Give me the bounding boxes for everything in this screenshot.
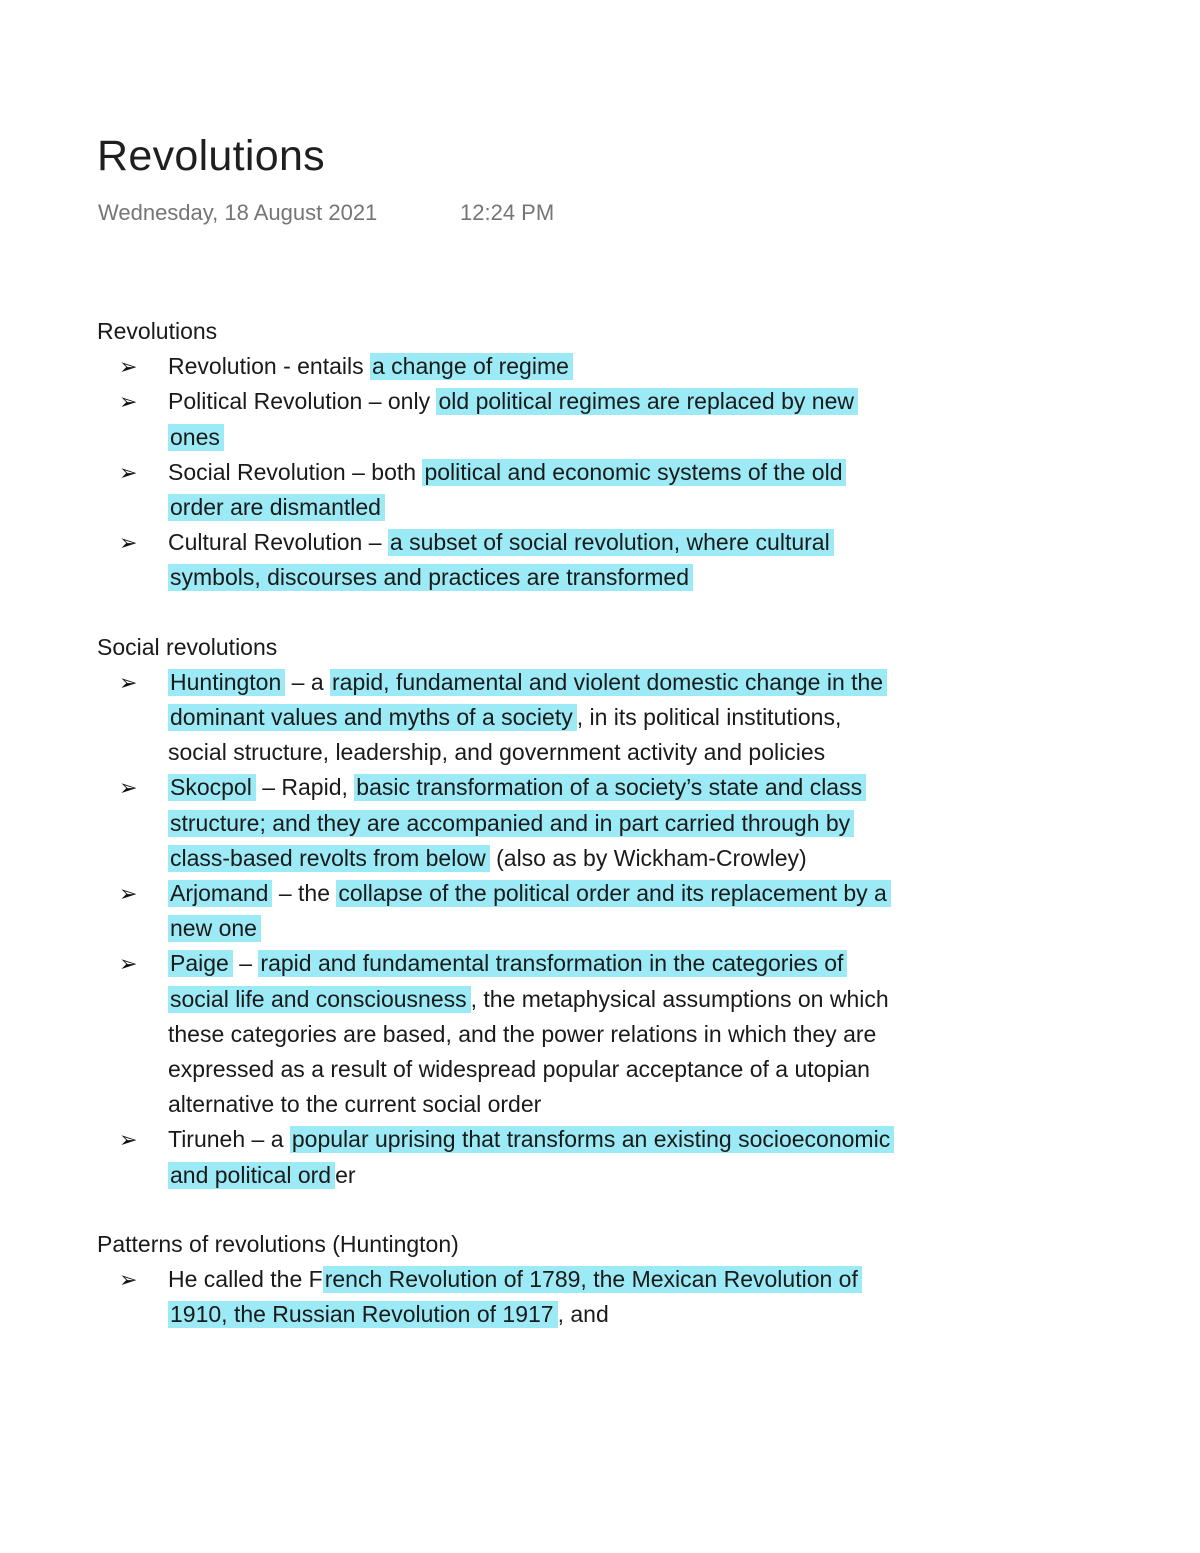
arrowhead-bullet-icon: ➢	[119, 775, 138, 801]
highlighted-text: a change of regime	[370, 353, 573, 380]
list-item[interactable]	[97, 665, 897, 771]
item-text: Social Revolution – both	[168, 458, 423, 485]
item-text: Revolution - entails	[168, 353, 370, 380]
item-text: , in its political institutions, social structure, leadership, and government activity and policies	[168, 704, 842, 766]
item-text: er	[335, 1161, 356, 1188]
highlighted-text: Arjomand	[168, 880, 272, 907]
page-time: 12:24 PM	[460, 200, 555, 225]
arrowhead-bullet-icon: ➢	[119, 354, 138, 380]
list-item[interactable]	[97, 1122, 897, 1192]
section-heading: Revolutions	[97, 318, 218, 344]
arrowhead-bullet-icon: ➢	[119, 1267, 138, 1293]
section-heading: Patterns of revolutions (Huntington)	[97, 1230, 459, 1257]
highlighted-text: Huntington	[168, 669, 285, 696]
highlighted-text: political and economic systems of the old order are dismantled	[168, 459, 846, 521]
list-item[interactable]	[97, 1262, 897, 1332]
item-text: Political Revolution – only	[168, 388, 437, 415]
note-body	[97, 314, 897, 1332]
item-text: He called the F	[168, 1266, 323, 1293]
item-text: – Rapid,	[255, 774, 355, 801]
list-item[interactable]	[97, 770, 897, 876]
page-title: Revolutions	[97, 132, 325, 180]
page-timestamp	[98, 200, 555, 226]
list-item[interactable]	[97, 455, 897, 525]
list-item[interactable]	[97, 384, 897, 454]
page-date: Wednesday, 18 August 2021	[98, 200, 378, 225]
arrowhead-bullet-icon: ➢	[119, 669, 138, 695]
item-text: (also as by Wickham-Crowley)	[489, 844, 807, 871]
item-text: – a	[285, 668, 331, 695]
bullet-list	[97, 665, 897, 1193]
highlighted-text: popular uprising that transforms an existing socioeconomic and political ord	[168, 1126, 894, 1188]
highlighted-text: rapid, fundamental and violent domestic change in the dominant values and myths of a society	[168, 669, 887, 731]
arrowhead-bullet-icon: ➢	[119, 530, 138, 556]
highlighted-text: collapse of the political order and its replacement by a new one	[168, 880, 891, 942]
highlighted-text: rapid and fundamental transformation in the categories of social life and consciousness	[168, 950, 847, 1012]
item-text: Tiruneh – a	[168, 1126, 290, 1153]
arrowhead-bullet-icon: ➢	[119, 951, 138, 977]
highlighted-text: Paige	[168, 950, 233, 977]
highlighted-text: rench Revolution of 1789, the Mexican Revolution of 1910, the Russian Revolution of 1917	[168, 1266, 862, 1328]
item-text: , and	[557, 1301, 609, 1328]
bullet-list	[97, 1262, 897, 1332]
bullet-list	[97, 349, 897, 595]
highlighted-text: basic transformation of a society’s state and class structure; and they are accompanied and in part carried through by class-based revolts from below	[168, 774, 866, 871]
arrowhead-bullet-icon: ➢	[119, 459, 138, 485]
item-text: –	[232, 950, 259, 977]
arrowhead-bullet-icon: ➢	[119, 389, 138, 415]
item-text: – the	[272, 880, 337, 907]
highlighted-text: Skocpol	[168, 774, 256, 801]
list-item[interactable]	[97, 876, 897, 946]
arrowhead-bullet-icon: ➢	[119, 881, 138, 907]
list-item[interactable]	[97, 946, 897, 1122]
item-text: Cultural Revolution –	[168, 529, 388, 556]
item-text: , the metaphysical assumptions on which these categories are based, and the power relations in which they are expressed as a result of widespread popular acceptance of a utopian alternative to the current social order	[168, 985, 889, 1118]
list-item[interactable]	[97, 349, 897, 384]
highlighted-text: a subset of social revolution, where cultural symbols, discourses and practices are transformed	[168, 529, 834, 591]
section-heading: Social revolutions	[97, 633, 278, 660]
section-spacer	[97, 1193, 897, 1227]
arrowhead-bullet-icon: ➢	[119, 1127, 138, 1153]
section-spacer	[97, 596, 897, 630]
highlighted-text: old political regimes are replaced by new ones	[168, 388, 858, 450]
list-item[interactable]	[97, 525, 897, 595]
